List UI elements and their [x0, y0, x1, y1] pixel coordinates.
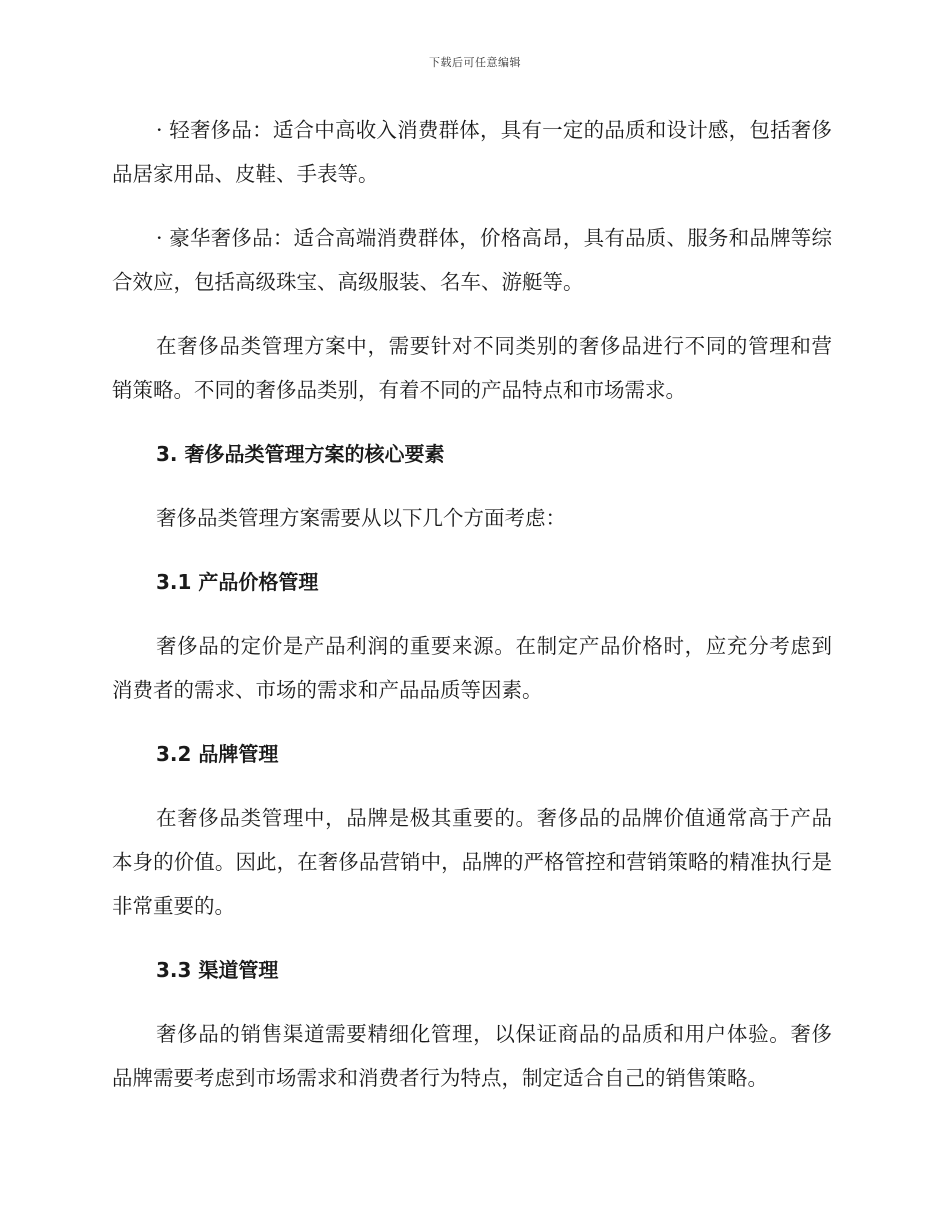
paragraph-premium-luxury: · 豪华奢侈品：适合高端消费群体，价格高昂，具有品质、服务和品牌等综合效应，包括高级珠宝、高级服装、名车、游艇等。 [112, 226, 832, 294]
paragraph-brand-management: 在奢侈品类管理中，品牌是极其重要的。奢侈品的品牌价值通常高于产品本身的价值。因此，在奢侈品营销中，品牌的严格管控和营销策略的精准执行是非常重要的。 [112, 806, 832, 918]
paragraph-price-management: 奢侈品的定价是产品利润的重要来源。在制定产品价格时，应充分考虑到消费者的需求、市场的需求和产品品质等因素。 [112, 634, 832, 702]
paragraph-light-luxury: · 轻奢侈品：适合中高收入消费群体，具有一定的品质和设计感，包括奢侈品居家用品、皮鞋、手表等。 [112, 118, 832, 186]
document-body [112, 108, 832, 1120]
subsection-heading-price: 3.1 产品价格管理 [156, 570, 319, 594]
paragraph-aspects-intro: 奢侈品类管理方案需要从以下几个方面考虑： [156, 506, 566, 530]
subsection-heading-channel: 3.3 渠道管理 [156, 958, 279, 982]
section-heading-core-elements: 3. 奢侈品类管理方案的核心要素 [156, 442, 445, 466]
subsection-heading-brand: 3.2 品牌管理 [156, 742, 279, 766]
paragraph-channel-management: 奢侈品的销售渠道需要精细化管理，以保证商品的品质和用户体验。奢侈品牌需要考虑到市场需求和消费者行为特点，制定适合自己的销售策略。 [112, 1022, 832, 1090]
page-header: 下载后可任意编辑 [429, 56, 521, 69]
paragraph-category-strategy: 在奢侈品类管理方案中，需要针对不同类别的奢侈品进行不同的管理和营销策略。不同的奢侈品类别，有着不同的产品特点和市场需求。 [112, 334, 832, 402]
